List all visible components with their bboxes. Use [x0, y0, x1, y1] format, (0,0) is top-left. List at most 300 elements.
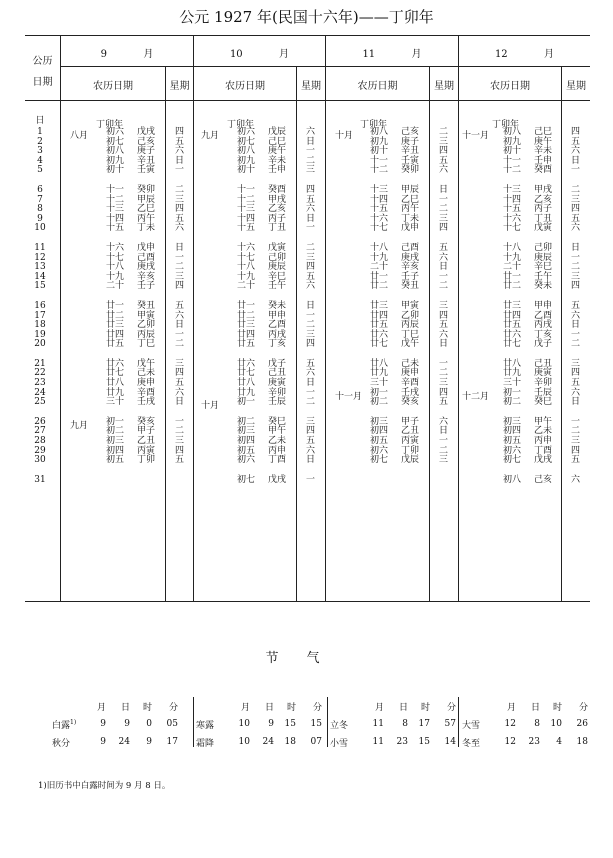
ganzhi-cell: 乙巳: [401, 194, 420, 205]
weekday-cell: 五: [570, 300, 580, 311]
day-number-cell: 29: [34, 445, 46, 456]
lunar-day-cell: 十四: [106, 213, 125, 224]
ganzhi-cell: 乙丑: [401, 426, 420, 437]
day-number-cell: 26: [34, 416, 46, 427]
weekday-cell: 六: [174, 387, 184, 398]
day-number-cell: 8: [37, 204, 43, 215]
ganzhi-cell: 庚戌: [401, 252, 420, 263]
month-number: 11: [362, 49, 376, 60]
lunar-day-cell: 初十: [237, 165, 256, 176]
lunar-day-cell: 初一: [106, 416, 125, 427]
ganzhi-cell: 乙未: [534, 426, 553, 437]
weekday-cell: 五: [305, 358, 315, 369]
weekday-cell: 五: [570, 455, 580, 466]
lunar-day-cell: 廿五: [106, 339, 125, 350]
ganzhi-cell: 辛酉: [137, 387, 156, 398]
ganzhi-cell: 庚寅: [268, 378, 287, 389]
ganzhi-cell: 庚午: [534, 136, 553, 147]
ganzhi-cell: 丁卯: [137, 455, 156, 466]
jieqi-d: 23: [528, 737, 540, 747]
weekday-cell: 六: [570, 387, 580, 398]
lunar-day-cell: 十三: [106, 204, 125, 215]
lunar-day-cell: 初八: [106, 146, 125, 157]
lunar-day-cell: 初五: [106, 455, 125, 466]
lunar-day-cell: 廿七: [370, 339, 389, 350]
day-number-cell: 14: [34, 271, 46, 282]
lunar-day-cell: 廿三: [237, 320, 256, 331]
lunar-day-cell: 十二: [237, 194, 256, 205]
lunar-day-cell: 十一: [106, 184, 125, 195]
ganzhi-cell: 乙亥: [534, 194, 553, 205]
jieqi-m: 12: [504, 719, 516, 729]
lunar-day-cell: 十五: [370, 204, 389, 215]
ganzhi: [268, 128, 294, 485]
vrule: [193, 35, 194, 601]
lunar-day-cell: 初四: [370, 426, 389, 437]
lunar-day-cell: 廿八: [503, 358, 522, 369]
lunar-day-cell: 初六: [237, 127, 256, 137]
weekday-cell: 二: [174, 426, 184, 437]
jieqi-row: [462, 715, 588, 733]
lunar-day-cell: 初六: [370, 445, 389, 456]
ganzhi-cell: 己亥: [137, 136, 156, 147]
lunar-day-cell: 十七: [370, 223, 389, 234]
weekday-cell: 六: [570, 474, 580, 485]
lunar-day-cell: 十五: [503, 204, 522, 215]
table-top-rule: [25, 35, 590, 36]
lunar-day-cell: 初六: [237, 455, 256, 466]
ganzhi-cell: 癸丑: [401, 281, 420, 292]
lunar-day-cell: 初七: [503, 455, 522, 466]
weekday-cell: 一: [174, 416, 184, 427]
ganzhi-cell: 己未: [137, 368, 156, 379]
lunar-day-cell: 十六: [106, 242, 125, 253]
jieqi-min: 14: [444, 737, 456, 747]
weekday-cell: 一: [570, 252, 580, 263]
ganzhi-cell: 壬寅: [137, 165, 156, 176]
day-number-cell: 21: [34, 358, 46, 369]
year-label: 丁卯年: [227, 120, 255, 130]
jieqi-divider: [458, 697, 459, 747]
weekday-cell: 日: [174, 320, 184, 331]
lunar-day-cell: 初二: [370, 397, 389, 408]
ganzhi-cell: 庚辰: [268, 262, 287, 273]
jieqi-group: [52, 697, 178, 751]
lunar-day-cell: 廿五: [503, 320, 522, 331]
jieqi-col-header: 月: [506, 702, 516, 713]
weekday-cell: 一: [570, 416, 580, 427]
lunar-day: [370, 128, 396, 485]
day-number-cell: 1: [37, 127, 43, 137]
lunar-day-cell: 廿八: [106, 378, 125, 389]
weekday-cell: 四: [305, 426, 315, 437]
day-number-cell: 27: [34, 426, 46, 437]
day-number-cell: 2: [37, 136, 43, 147]
weekday: [297, 128, 324, 485]
day-column-label: 日: [35, 116, 45, 126]
lunar-date-header: 农历日期: [93, 81, 133, 92]
weekday-cell: 日: [570, 242, 580, 253]
jieqi-col-header: 分: [446, 702, 456, 713]
lunar-day-cell: 廿七: [106, 368, 125, 379]
ganzhi-cell: 癸未: [534, 281, 553, 292]
lunar-day-cell: 初八: [503, 474, 522, 485]
lunar-day-cell: 十四: [237, 213, 256, 224]
ganzhi-cell: 壬子: [137, 281, 156, 292]
ganzhi-cell: 壬戌: [401, 387, 420, 398]
weekday-cell: 三: [305, 252, 315, 263]
weekday-cell: 三: [570, 194, 580, 205]
weekday-cell: 二: [570, 184, 580, 195]
lunar-day-cell: 十四: [503, 194, 522, 205]
weekday-cell: 三: [570, 358, 580, 369]
lunar-day-cell: 十九: [237, 271, 256, 282]
weekday-cell: 二: [438, 127, 448, 137]
ganzhi-cell: 丁丑: [534, 213, 553, 224]
lunar-month-label: 九月: [70, 421, 89, 431]
ganzhi-cell: 己丑: [534, 358, 553, 369]
weekday-cell: 二: [174, 184, 184, 195]
ganzhi-cell: 戊午: [137, 358, 156, 369]
jieqi-h: 0: [146, 719, 152, 729]
jieqi-row: [462, 733, 588, 751]
jieqi-row: [52, 733, 178, 751]
vrule: [60, 35, 61, 601]
ganzhi-cell: 丁未: [137, 223, 156, 234]
ganzhi-cell: 癸亥: [401, 397, 420, 408]
lunar-day-cell: 初七: [237, 136, 256, 147]
page-title: 公元 1927 年(民国十六年)——丁卯年: [179, 8, 434, 26]
jieqi-name: 大雪: [462, 720, 481, 731]
weekday-cell: 日: [570, 320, 580, 331]
lunar-month-label: 十月: [201, 401, 220, 412]
lunar-day-cell: 十六: [370, 213, 389, 224]
ganzhi-cell: 丁巳: [401, 329, 420, 340]
lunar-day-cell: 十三: [503, 184, 522, 195]
ganzhi-cell: 乙丑: [137, 436, 156, 447]
month-number: 10: [229, 49, 243, 60]
weekday-cell: 二: [438, 368, 448, 379]
ganzhi-cell: 辛酉: [401, 378, 420, 389]
ganzhi-cell: 己丑: [268, 368, 287, 379]
ganzhi-cell: [137, 476, 163, 486]
lunar-day-cell: 十八: [503, 242, 522, 253]
ganzhi-cell: 甲午: [268, 426, 287, 437]
vrule: [458, 35, 459, 601]
corner-top-label: 公历: [32, 56, 53, 67]
weekday-cell: 三: [174, 436, 184, 447]
year-label: 丁卯年: [360, 120, 388, 130]
header-bottom-rule: [25, 100, 590, 101]
lunar-day-cell: 廿二: [503, 281, 522, 292]
jieqi-divider: [327, 697, 328, 747]
ganzhi-cell: 戊子: [268, 358, 287, 369]
ganzhi-cell: 辛卯: [268, 387, 287, 398]
lunar-day-cell: 十二: [503, 165, 522, 176]
lunar-day-cell: 十八: [106, 262, 125, 273]
weekday-cell: 日: [570, 397, 580, 408]
jieqi-h: 15: [418, 737, 430, 747]
lunar-day-cell: 初八: [237, 146, 256, 157]
day-number-cell: 30: [34, 455, 46, 466]
ganzhi-cell: 癸酉: [534, 165, 553, 176]
lunar-day-cell: 二十: [503, 262, 522, 273]
lunar-day-cell: 初三: [370, 416, 389, 427]
ganzhi-cell: 丙子: [268, 213, 287, 224]
ganzhi-cell: 癸未: [268, 300, 287, 311]
lunar-day-cell: 廿九: [237, 387, 256, 398]
jieqi-title: 节气: [265, 651, 348, 666]
lunar-day-cell: 廿六: [237, 358, 256, 369]
weekday: [430, 128, 457, 485]
ganzhi-cell: 辛丑: [401, 146, 420, 157]
weekday-cell: 日: [174, 397, 184, 408]
lunar-day-cell: 初二: [503, 397, 522, 408]
weekday-cell: 二: [438, 445, 448, 456]
jieqi-col-header: 月: [240, 702, 250, 713]
lunar-day-cell: 廿六: [106, 358, 125, 369]
jieqi-col-header: 时: [286, 702, 296, 713]
jieqi-name: 立冬: [330, 720, 349, 731]
weekday-cell: 三: [438, 455, 448, 466]
jieqi-min: 15: [310, 719, 322, 729]
ganzhi-cell: 己未: [401, 358, 420, 369]
ganzhi-cell: 戊戌: [137, 127, 156, 137]
jieqi-min: 07: [310, 737, 322, 747]
ganzhi-cell: 己酉: [401, 242, 420, 253]
lunar-day-cell: 十八: [237, 262, 256, 273]
weekday-cell: 五: [570, 378, 580, 389]
month-unit: 月: [143, 49, 154, 60]
weekday-cell: 日: [438, 184, 448, 195]
day-number-cell: 25: [34, 397, 46, 408]
lunar-day-cell: 廿四: [106, 329, 125, 340]
weekday-cell: 三: [438, 300, 448, 311]
jieqi-m: 12: [504, 737, 516, 747]
ganzhi-cell: 丙子: [534, 204, 553, 215]
jieqi-d: 9: [268, 719, 274, 729]
month-unit: 月: [544, 49, 555, 60]
weekday-cell: 日: [174, 242, 184, 253]
lunar-day-cell: [106, 476, 132, 486]
vrule: [325, 35, 326, 601]
ganzhi-cell: 辛卯: [534, 378, 553, 389]
month-header-2: [194, 45, 325, 60]
jieqi-name: 白露: [52, 720, 71, 731]
weekday-cell: 一: [305, 387, 315, 398]
weekday-cell: 五: [174, 136, 184, 147]
weekday-cell: 五: [305, 194, 315, 205]
lunar-day-cell: 十二: [370, 165, 389, 176]
footnote: 1)旧历书中白露时间为 9 月 8 日。: [38, 781, 171, 791]
ganzhi-cell: 丁卯: [401, 445, 420, 456]
jieqi-col-header: 分: [312, 702, 322, 713]
ganzhi-cell: 乙未: [268, 436, 287, 447]
month-number: 12: [494, 49, 508, 60]
ganzhi-cell: 癸卯: [401, 165, 420, 176]
lunar-day: [503, 128, 529, 485]
ganzhi-cell: 丁亥: [534, 329, 553, 340]
lunar-day-cell: 初十: [106, 165, 125, 176]
table-bottom-rule: [25, 601, 590, 602]
lunar-day-cell: 初六: [106, 127, 125, 137]
ganzhi-cell: 壬午: [268, 281, 287, 292]
jieqi-d: 9: [124, 719, 130, 729]
weekday-header: 星期: [169, 81, 190, 92]
jieqi-min: 26: [576, 719, 588, 729]
lunar-day-cell: 初三: [106, 436, 125, 447]
weekday-cell: 日: [174, 155, 184, 166]
month-unit: 月: [279, 49, 290, 60]
ganzhi-cell: 乙卯: [137, 320, 156, 331]
jieqi-d: 24: [262, 737, 274, 747]
lunar-day-cell: 初五: [237, 445, 256, 456]
ganzhi-cell: 庚申: [137, 378, 156, 389]
ganzhi-cell: 己卯: [268, 252, 287, 263]
lunar-day-cell: 廿二: [237, 310, 256, 321]
month-header-4: [459, 45, 590, 60]
ganzhi-cell: 丁亥: [268, 339, 287, 350]
ganzhi-cell: 壬戌: [137, 397, 156, 408]
jieqi-d: 8: [534, 719, 540, 729]
ganzhi-cell: 丙辰: [137, 329, 156, 340]
jieqi-row: [330, 715, 456, 733]
ganzhi-cell: 壬申: [268, 165, 287, 176]
jieqi-name: 霜降: [196, 738, 215, 749]
ganzhi: [534, 128, 560, 485]
lunar-day-cell: 廿四: [503, 310, 522, 321]
ganzhi-cell: 甲戌: [534, 184, 553, 195]
weekday-cell: 三: [174, 194, 184, 205]
jieqi-h: 17: [418, 719, 430, 729]
weekday-cell: 三: [438, 136, 448, 147]
weekday-cell: 五: [305, 436, 315, 447]
ganzhi-cell: 甲辰: [401, 184, 420, 195]
lunar-day-cell: 初九: [370, 136, 389, 147]
day-number-cell: 12: [34, 252, 46, 263]
lunar-day-cell: 十七: [237, 252, 256, 263]
lunar-day-cell: 廿二: [106, 310, 125, 321]
lunar-day-cell: 初一: [237, 397, 256, 408]
day-number-cell: 7: [37, 194, 43, 205]
weekday-cell: 三: [305, 329, 315, 340]
lunar-day-cell: 初四: [237, 436, 256, 447]
ganzhi-cell: 庚子: [137, 146, 156, 157]
ganzhi-cell: 癸卯: [137, 184, 156, 195]
lunar-day-cell: 廿九: [106, 387, 125, 398]
lunar-day-cell: 十四: [370, 194, 389, 205]
ganzhi-cell: 丁酉: [268, 455, 287, 466]
weekday-cell: 二: [305, 320, 315, 331]
ganzhi-cell: 癸酉: [268, 184, 287, 195]
lunar-day-cell: 十八: [370, 242, 389, 253]
weekday-cell: 一: [305, 223, 315, 234]
ganzhi-cell: 壬午: [534, 271, 553, 282]
year-label: 丁卯年: [96, 120, 124, 130]
jieqi-row: [196, 715, 322, 733]
ganzhi-cell: 丙戌: [534, 320, 553, 331]
ganzhi-cell: 壬辰: [534, 387, 553, 398]
lunar-date-header: 农历日期: [225, 81, 265, 92]
weekday-cell: 三: [438, 213, 448, 224]
ganzhi-cell: 癸丑: [137, 300, 156, 311]
jieqi-h: 18: [284, 737, 296, 747]
weekday-cell: 四: [438, 310, 448, 321]
weekday-cell: 六: [570, 310, 580, 321]
weekday-cell: 二: [305, 242, 315, 253]
weekday-cell: 二: [570, 339, 580, 350]
ganzhi-cell: 庚子: [401, 136, 420, 147]
ganzhi-cell: 辛亥: [401, 262, 420, 273]
weekday-cell: 四: [570, 445, 580, 456]
day-number: [25, 128, 55, 485]
day-number-cell: 18: [34, 320, 46, 331]
weekday-cell: 四: [438, 146, 448, 157]
jieqi-group: [330, 697, 456, 751]
lunar-day-cell: 初八: [503, 127, 522, 137]
weekday-cell: 五: [174, 213, 184, 224]
lunar-day-cell: 初七: [237, 474, 256, 485]
jieqi-col-header: 月: [96, 702, 106, 713]
weekday-cell: 四: [174, 204, 184, 215]
lunar-day-cell: 初八: [370, 127, 389, 137]
lunar-day-cell: 廿五: [370, 320, 389, 331]
lunar-day-cell: 廿六: [503, 329, 522, 340]
jieqi-h: 10: [550, 719, 562, 729]
weekday-header: 星期: [434, 81, 454, 92]
lunar-day-cell: 二十: [370, 262, 389, 273]
ganzhi-cell: 丁酉: [534, 445, 553, 456]
lunar-day-cell: 廿四: [237, 329, 256, 340]
ganzhi-cell: 丁巳: [137, 339, 156, 350]
lunar-day-cell: 初五: [503, 436, 522, 447]
weekday-cell: 五: [438, 397, 448, 408]
jieqi-col-header: 时: [420, 702, 430, 713]
weekday-cell: 六: [305, 368, 315, 379]
ganzhi-cell: 己巳: [534, 127, 553, 137]
ganzhi: [137, 128, 163, 485]
ganzhi-cell: 己卯: [534, 242, 553, 253]
month-header-1: [61, 45, 193, 60]
jieqi-col-header: 日: [530, 702, 540, 713]
ganzhi-cell: 丙辰: [401, 320, 420, 331]
jieqi-h: 4: [556, 737, 562, 747]
jieqi-col-header: 分: [168, 702, 178, 713]
weekday-cell: 六: [570, 146, 580, 157]
lunar-month-label: 十月: [335, 131, 354, 141]
weekday-cell: 日: [438, 262, 448, 273]
lunar-date-header: 农历日期: [357, 81, 398, 92]
lunar-day-cell: 十七: [503, 223, 522, 234]
day-number-cell: 9: [37, 213, 43, 224]
weekday-cell: 四: [438, 223, 448, 234]
jieqi-name: 寒露: [196, 720, 215, 731]
ganzhi-cell: 癸巳: [268, 416, 287, 427]
weekday-cell: 二: [174, 262, 184, 273]
lunar-day-cell: 初九: [503, 136, 522, 147]
ganzhi-cell: 己巳: [268, 136, 287, 147]
weekday: [562, 128, 589, 485]
lunar-day-cell: 廿八: [237, 378, 256, 389]
weekday-cell: 四: [305, 184, 315, 195]
weekday-cell: 一: [438, 358, 448, 369]
lunar-day-cell: 十二: [106, 194, 125, 205]
day-number-cell: 10: [34, 223, 46, 234]
lunar-day-cell: 廿三: [503, 300, 522, 311]
year-label: 丁卯年: [492, 120, 520, 130]
weekday-cell: 二: [570, 426, 580, 437]
lunar-day-cell: 廿三: [106, 320, 125, 331]
